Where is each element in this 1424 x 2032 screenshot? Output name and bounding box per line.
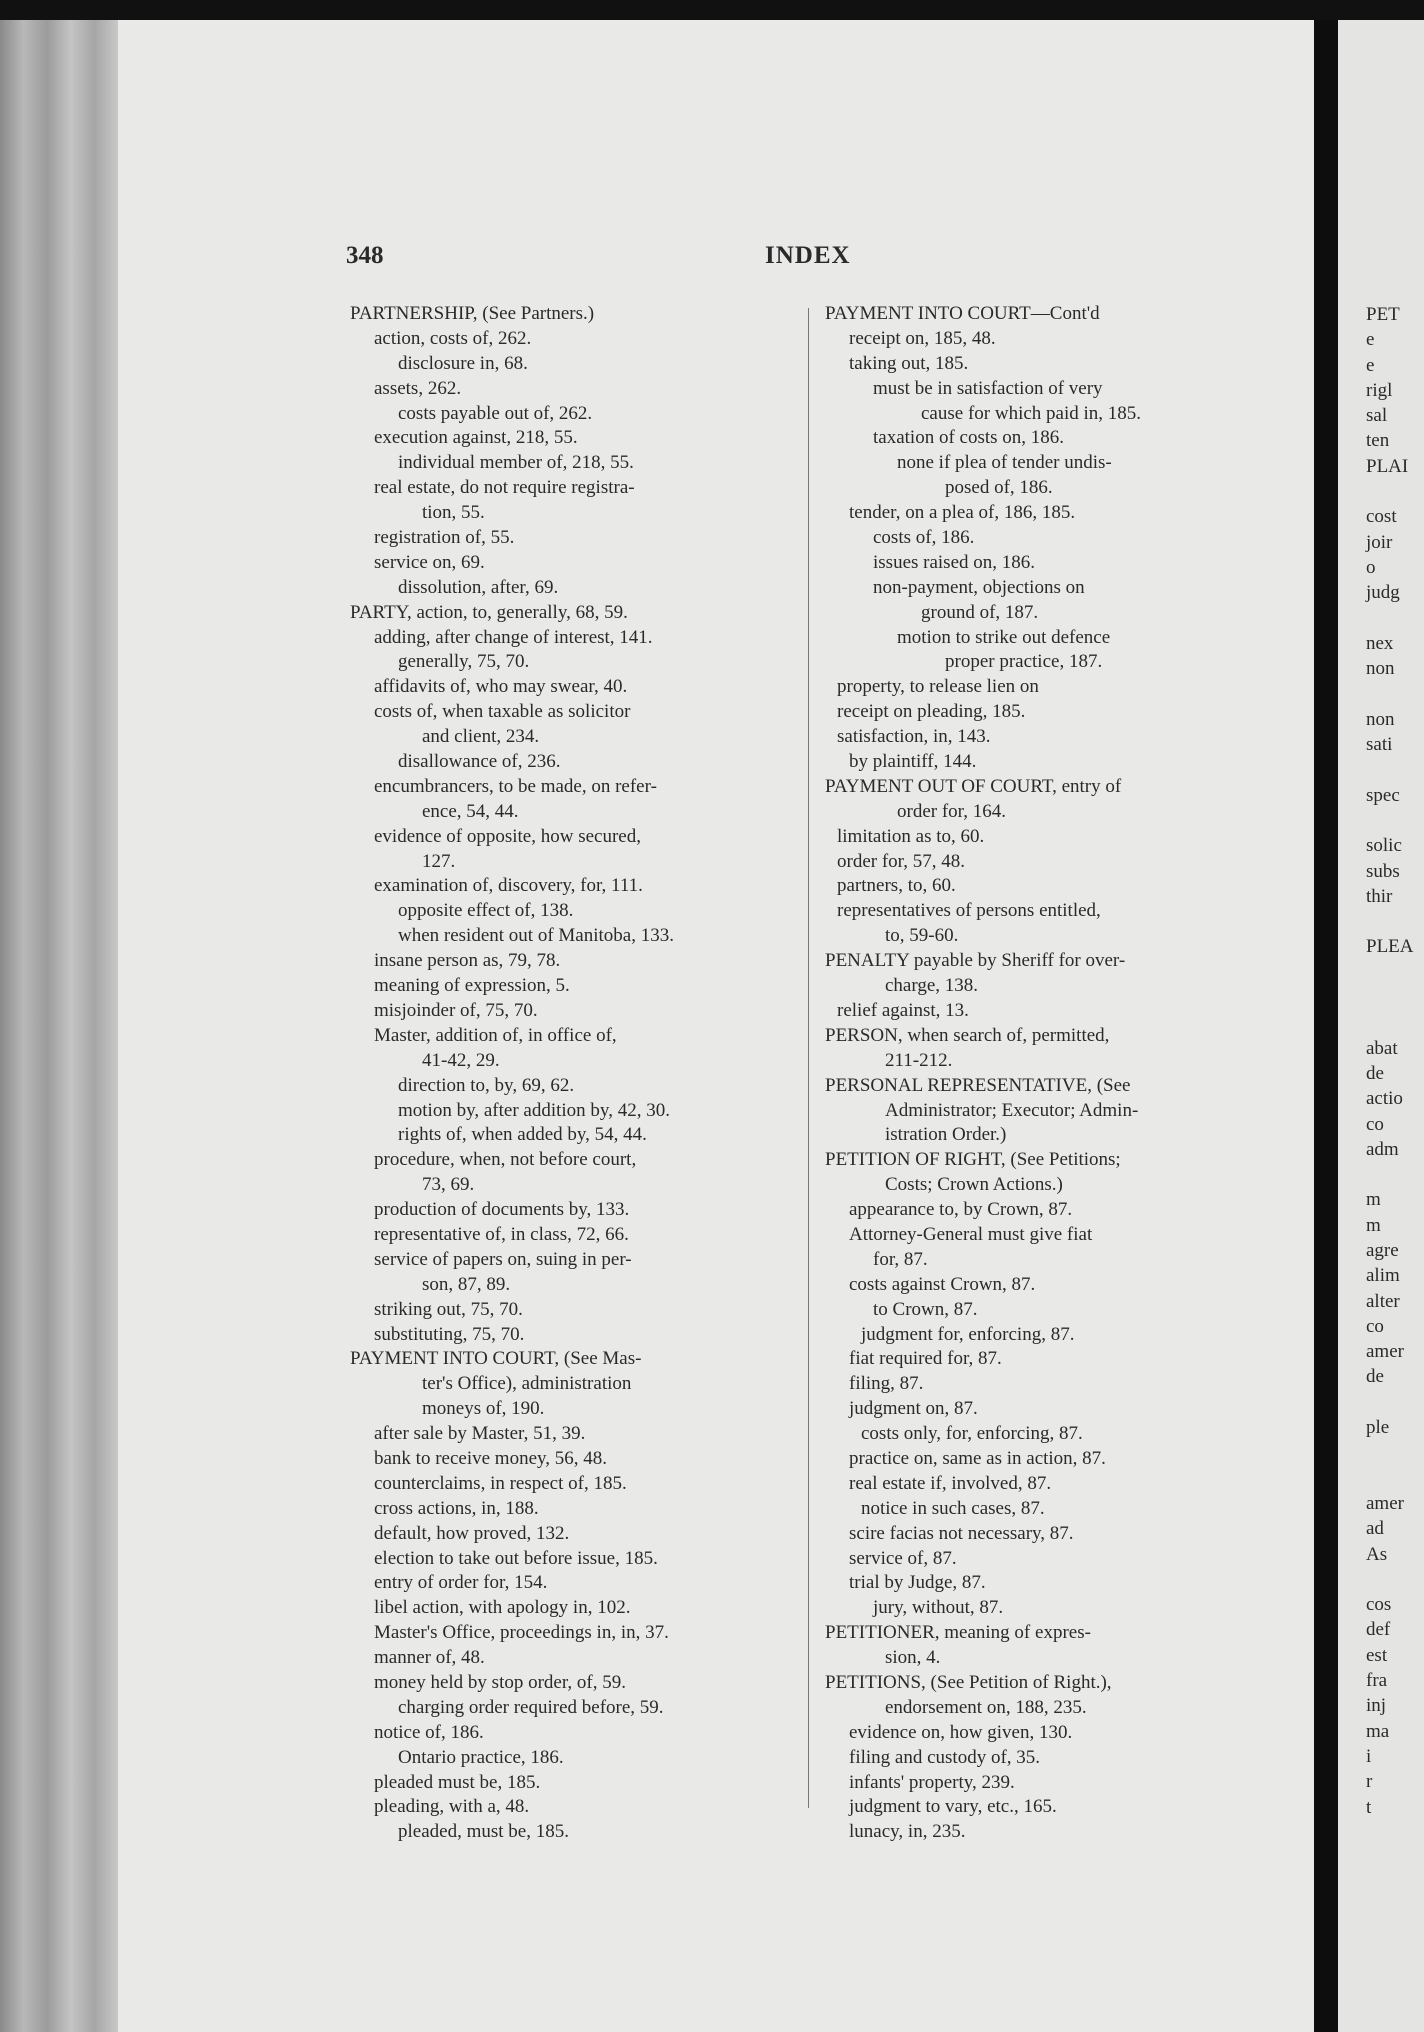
index-entry: direction to, by, 69, 62. bbox=[398, 1074, 575, 1096]
index-entry: Attorney-General must give fiat bbox=[849, 1223, 1093, 1245]
index-entry: disallowance of, 236. bbox=[398, 751, 561, 773]
index-entry: fiat required for, 87. bbox=[849, 1348, 1002, 1370]
index-entry: misjoinder of, 75, 70. bbox=[374, 999, 538, 1021]
index-entry: production of documents by, 133. bbox=[374, 1199, 630, 1221]
index-entry: ter's Office), administration bbox=[422, 1373, 632, 1395]
index-entry: ground of, 187. bbox=[921, 601, 1039, 623]
index-heading: PERSON, when search of, permitted, bbox=[825, 1024, 1110, 1046]
index-entry: pleaded, must be, 185. bbox=[398, 1821, 569, 1843]
index-entry: service on, 69. bbox=[374, 551, 485, 573]
index-entry: judgment on, 87. bbox=[849, 1398, 978, 1420]
index-entry: receipt on, 185, 48. bbox=[849, 327, 996, 349]
index-entry: Ontario practice, 186. bbox=[398, 1746, 564, 1768]
facing-page-line: joir bbox=[1366, 531, 1393, 553]
facing-page-line: alim bbox=[1366, 1265, 1400, 1287]
facing-page-line bbox=[1366, 479, 1414, 504]
index-entry: practice on, same as in action, 87. bbox=[849, 1447, 1106, 1469]
facing-page-line: PET bbox=[1366, 304, 1400, 325]
facing-page-line: o bbox=[1366, 556, 1376, 578]
index-entry: order for, 164. bbox=[897, 800, 1006, 822]
index-entry: for, 87. bbox=[873, 1248, 928, 1270]
facing-page-line: ma bbox=[1366, 1720, 1390, 1742]
facing-page-line: solic bbox=[1366, 835, 1402, 857]
index-entry: order for, 57, 48. bbox=[837, 850, 965, 872]
facing-page-line: ple bbox=[1366, 1417, 1390, 1439]
facing-page-line: amer bbox=[1366, 1341, 1404, 1363]
book-page-edges bbox=[0, 20, 118, 2032]
facing-page-line: agre bbox=[1366, 1239, 1399, 1261]
index-entry: election to take out before issue, 185. bbox=[374, 1547, 658, 1569]
facing-page-line: ten bbox=[1366, 430, 1390, 452]
facing-page-line: subs bbox=[1366, 860, 1400, 882]
index-entry: must be in satisfaction of very bbox=[873, 377, 1103, 399]
index-heading: PAYMENT INTO COURT, (See Mas- bbox=[350, 1348, 642, 1370]
index-entry: adding, after change of interest, 141. bbox=[374, 626, 653, 648]
index-entry: money held by stop order, of, 59. bbox=[374, 1671, 627, 1693]
index-entry: registration of, 55. bbox=[374, 527, 515, 549]
index-entry: dissolution, after, 69. bbox=[398, 576, 559, 598]
index-entry: service of papers on, suing in per- bbox=[374, 1248, 632, 1270]
index-entry: representative of, in class, 72, 66. bbox=[374, 1223, 629, 1245]
index-entry: motion to strike out defence bbox=[897, 626, 1111, 648]
index-entry: to, 59-60. bbox=[885, 925, 959, 947]
index-heading: PARTY, action, to, generally, 68, 59. bbox=[350, 601, 628, 623]
facing-page-line: abat bbox=[1366, 1037, 1398, 1059]
index-entry: taking out, 185. bbox=[849, 352, 969, 374]
facing-page-line: thir bbox=[1366, 885, 1393, 907]
index-entry: after sale by Master, 51, 39. bbox=[374, 1423, 586, 1445]
index-entry: entry of order for, 154. bbox=[374, 1572, 548, 1594]
index-entry: to Crown, 87. bbox=[873, 1298, 978, 1320]
index-entry: judgment to vary, etc., 165. bbox=[849, 1796, 1057, 1818]
index-entry: affidavits of, who may swear, 40. bbox=[374, 676, 628, 698]
facing-page-line: i bbox=[1366, 1745, 1372, 1767]
facing-page-line bbox=[1366, 1466, 1414, 1491]
index-entry: 41-42, 29. bbox=[422, 1049, 500, 1071]
facing-page-line: amer bbox=[1366, 1492, 1404, 1514]
index-entry: tion, 55. bbox=[422, 502, 485, 524]
index-entry: relief against, 13. bbox=[837, 999, 969, 1021]
index-heading: PETITIONER, meaning of expres- bbox=[825, 1622, 1091, 1644]
index-entry: limitation as to, 60. bbox=[837, 825, 985, 847]
facing-page-line bbox=[1366, 606, 1414, 631]
index-entry: opposite effect of, 138. bbox=[398, 900, 574, 922]
running-head: INDEX bbox=[765, 242, 851, 269]
facing-page-line bbox=[1366, 909, 1414, 934]
index-entry: manner of, 48. bbox=[374, 1647, 485, 1669]
index-column-left bbox=[350, 302, 795, 1845]
index-entry: cross actions, in, 188. bbox=[374, 1497, 539, 1519]
index-entry: real estate, do not require registra- bbox=[374, 477, 635, 499]
facing-page-line: PLEA bbox=[1366, 936, 1414, 958]
index-entry: 211-212. bbox=[885, 1049, 953, 1071]
index-entry: when resident out of Manitoba, 133. bbox=[398, 925, 674, 947]
index-entry: assets, 262. bbox=[374, 377, 462, 399]
facing-page-line bbox=[1366, 808, 1414, 833]
facing-page-line: PLAI bbox=[1366, 455, 1409, 477]
index-entry: rights of, when added by, 54, 44. bbox=[398, 1124, 647, 1146]
index-entry: Master's Office, proceedings in, in, 37. bbox=[374, 1622, 669, 1644]
index-entry: son, 87, 89. bbox=[422, 1273, 511, 1295]
index-heading: PETITION OF RIGHT, (See Petitions; bbox=[825, 1149, 1121, 1171]
facing-page-line bbox=[1366, 1010, 1414, 1035]
index-entry: property, to release lien on bbox=[837, 676, 1039, 698]
page-number: 348 bbox=[346, 242, 384, 269]
index-entry: istration Order.) bbox=[885, 1124, 1007, 1146]
facing-page-line: fra bbox=[1366, 1670, 1388, 1692]
facing-page-line bbox=[1366, 1390, 1414, 1415]
facing-page-line bbox=[1366, 681, 1414, 706]
index-entry: examination of, discovery, for, 111. bbox=[374, 875, 643, 897]
index-column-right bbox=[825, 302, 1270, 1845]
facing-page-line: sal bbox=[1366, 405, 1388, 427]
index-entry: real estate if, involved, 87. bbox=[849, 1472, 1052, 1494]
facing-page-line bbox=[1366, 985, 1414, 1010]
index-entry: counterclaims, in respect of, 185. bbox=[374, 1472, 627, 1494]
index-entry: tender, on a plea of, 186, 185. bbox=[849, 502, 1076, 524]
index-entry: cause for which paid in, 185. bbox=[921, 402, 1142, 424]
index-entry: pleading, with a, 48. bbox=[374, 1796, 530, 1818]
facing-page-line: sati bbox=[1366, 734, 1393, 756]
index-entry: scire facias not necessary, 87. bbox=[849, 1522, 1074, 1544]
index-entry: posed of, 186. bbox=[945, 477, 1053, 499]
facing-page-fragment bbox=[1338, 20, 1424, 2032]
facing-page-line: non bbox=[1366, 708, 1395, 730]
facing-page-line: est bbox=[1366, 1644, 1388, 1666]
index-entry: partners, to, 60. bbox=[837, 875, 956, 897]
index-entry: action, costs of, 262. bbox=[374, 327, 532, 349]
index-entry: procedure, when, not before court, bbox=[374, 1149, 637, 1171]
index-entry: filing and custody of, 35. bbox=[849, 1746, 1041, 1768]
facing-page-line: actio bbox=[1366, 1088, 1403, 1110]
index-entry: meaning of expression, 5. bbox=[374, 975, 570, 997]
index-entry: evidence of opposite, how secured, bbox=[374, 825, 641, 847]
facing-page-line bbox=[1366, 1567, 1414, 1592]
facing-page-line: nex bbox=[1366, 632, 1394, 654]
index-entry: service of, 87. bbox=[849, 1547, 957, 1569]
index-entry: and client, 234. bbox=[422, 726, 540, 748]
facing-page-line: As bbox=[1366, 1543, 1388, 1565]
index-entry: appearance to, by Crown, 87. bbox=[849, 1199, 1073, 1221]
index-entry: ence, 54, 44. bbox=[422, 800, 519, 822]
index-entry: striking out, 75, 70. bbox=[374, 1298, 523, 1320]
index-entry: infants' property, 239. bbox=[849, 1771, 1015, 1793]
index-entry: jury, without, 87. bbox=[873, 1597, 1004, 1619]
facing-page-line: ad bbox=[1366, 1518, 1384, 1540]
index-entry: generally, 75, 70. bbox=[398, 651, 530, 673]
index-entry: charging order required before, 59. bbox=[398, 1696, 664, 1718]
index-entry: 127. bbox=[422, 850, 456, 872]
index-entry: individual member of, 218, 55. bbox=[398, 452, 634, 474]
facing-page-line: inj bbox=[1366, 1695, 1387, 1717]
facing-page-line: r bbox=[1366, 1771, 1373, 1793]
facing-page-line: de bbox=[1366, 1366, 1384, 1388]
facing-page-line: spec bbox=[1366, 784, 1400, 806]
index-entry: taxation of costs on, 186. bbox=[873, 427, 1065, 449]
index-heading: PAYMENT INTO COURT—Cont'd bbox=[825, 303, 1100, 324]
index-entry: evidence on, how given, 130. bbox=[849, 1721, 1073, 1743]
index-entry: lunacy, in, 235. bbox=[849, 1821, 966, 1843]
index-entry: moneys of, 190. bbox=[422, 1398, 545, 1420]
index-heading: PETITIONS, (See Petition of Right.), bbox=[825, 1671, 1112, 1693]
facing-page-line: e bbox=[1366, 329, 1375, 351]
index-entry: encumbrancers, to be made, on refer- bbox=[374, 775, 657, 797]
index-entry: satisfaction, in, 143. bbox=[837, 726, 991, 748]
book-gutter bbox=[1314, 20, 1338, 2032]
index-entry: Costs; Crown Actions.) bbox=[885, 1174, 1063, 1196]
index-entry: costs of, when taxable as solicitor bbox=[374, 701, 631, 723]
index-entry: judgment for, enforcing, 87. bbox=[861, 1323, 1075, 1345]
index-heading: PERSONAL REPRESENTATIVE, (See bbox=[825, 1074, 1131, 1096]
facing-page-line bbox=[1366, 1440, 1414, 1465]
index-entry: filing, 87. bbox=[849, 1373, 924, 1395]
index-entry: default, how proved, 132. bbox=[374, 1522, 570, 1544]
facing-page-line bbox=[1366, 757, 1414, 782]
index-entry: motion by, after addition by, 42, 30. bbox=[398, 1099, 670, 1121]
index-entry: costs payable out of, 262. bbox=[398, 402, 593, 424]
facing-page-text bbox=[1366, 302, 1414, 1820]
facing-page-line: e bbox=[1366, 354, 1375, 376]
index-entry: by plaintiff, 144. bbox=[849, 751, 977, 773]
index-entry: Master, addition of, in office of, bbox=[374, 1024, 617, 1046]
index-entry: insane person as, 79, 78. bbox=[374, 950, 561, 972]
index-entry: notice of, 186. bbox=[374, 1721, 484, 1743]
index-entry: receipt on pleading, 185. bbox=[837, 701, 1026, 723]
facing-page-line: co bbox=[1366, 1315, 1384, 1337]
index-entry: libel action, with apology in, 102. bbox=[374, 1597, 631, 1619]
index-entry: notice in such cases, 87. bbox=[861, 1497, 1045, 1519]
index-entry: disclosure in, 68. bbox=[398, 352, 528, 374]
facing-page-line: def bbox=[1366, 1619, 1391, 1641]
facing-page-line: alter bbox=[1366, 1290, 1400, 1312]
facing-page-line: cost bbox=[1366, 506, 1397, 528]
index-entry: pleaded must be, 185. bbox=[374, 1771, 541, 1793]
facing-page-line: de bbox=[1366, 1062, 1384, 1084]
facing-page-line: cos bbox=[1366, 1594, 1392, 1616]
facing-page-line: co bbox=[1366, 1113, 1384, 1135]
index-entry: Administrator; Executor; Admin- bbox=[885, 1099, 1139, 1121]
index-entry: bank to receive money, 56, 48. bbox=[374, 1447, 608, 1469]
index-entry: issues raised on, 186. bbox=[873, 551, 1036, 573]
index-entry: trial by Judge, 87. bbox=[849, 1572, 986, 1594]
facing-page-line: m bbox=[1366, 1214, 1381, 1236]
facing-page-line: judg bbox=[1366, 582, 1400, 604]
index-entry: proper practice, 187. bbox=[945, 651, 1103, 673]
index-heading: PAYMENT OUT OF COURT, entry of bbox=[825, 775, 1122, 797]
index-entry: execution against, 218, 55. bbox=[374, 427, 578, 449]
index-entry: costs against Crown, 87. bbox=[849, 1273, 1036, 1295]
facing-page-line: m bbox=[1366, 1189, 1381, 1211]
index-entry: costs of, 186. bbox=[873, 527, 975, 549]
index-entry: non-payment, objections on bbox=[873, 576, 1085, 598]
facing-page-line bbox=[1366, 1162, 1414, 1187]
facing-page-line: adm bbox=[1366, 1138, 1399, 1160]
facing-page-line bbox=[1366, 960, 1414, 985]
index-entry: sion, 4. bbox=[885, 1647, 941, 1669]
index-entry: 73, 69. bbox=[422, 1174, 475, 1196]
index-entry: costs only, for, enforcing, 87. bbox=[861, 1423, 1083, 1445]
facing-page-line: rigl bbox=[1366, 379, 1393, 401]
index-entry: representatives of persons entitled, bbox=[837, 900, 1101, 922]
column-divider bbox=[808, 308, 809, 1808]
index-entry: endorsement on, 188, 235. bbox=[885, 1696, 1087, 1718]
index-heading: PENALTY payable by Sheriff for over- bbox=[825, 950, 1126, 972]
facing-page-line: non bbox=[1366, 658, 1395, 680]
index-heading: PARTNERSHIP, (See Partners.) bbox=[350, 303, 595, 324]
index-entry: substituting, 75, 70. bbox=[374, 1323, 525, 1345]
facing-page-line: t bbox=[1366, 1796, 1372, 1818]
index-entry: none if plea of tender undis- bbox=[897, 452, 1112, 474]
index-entry: charge, 138. bbox=[885, 975, 979, 997]
